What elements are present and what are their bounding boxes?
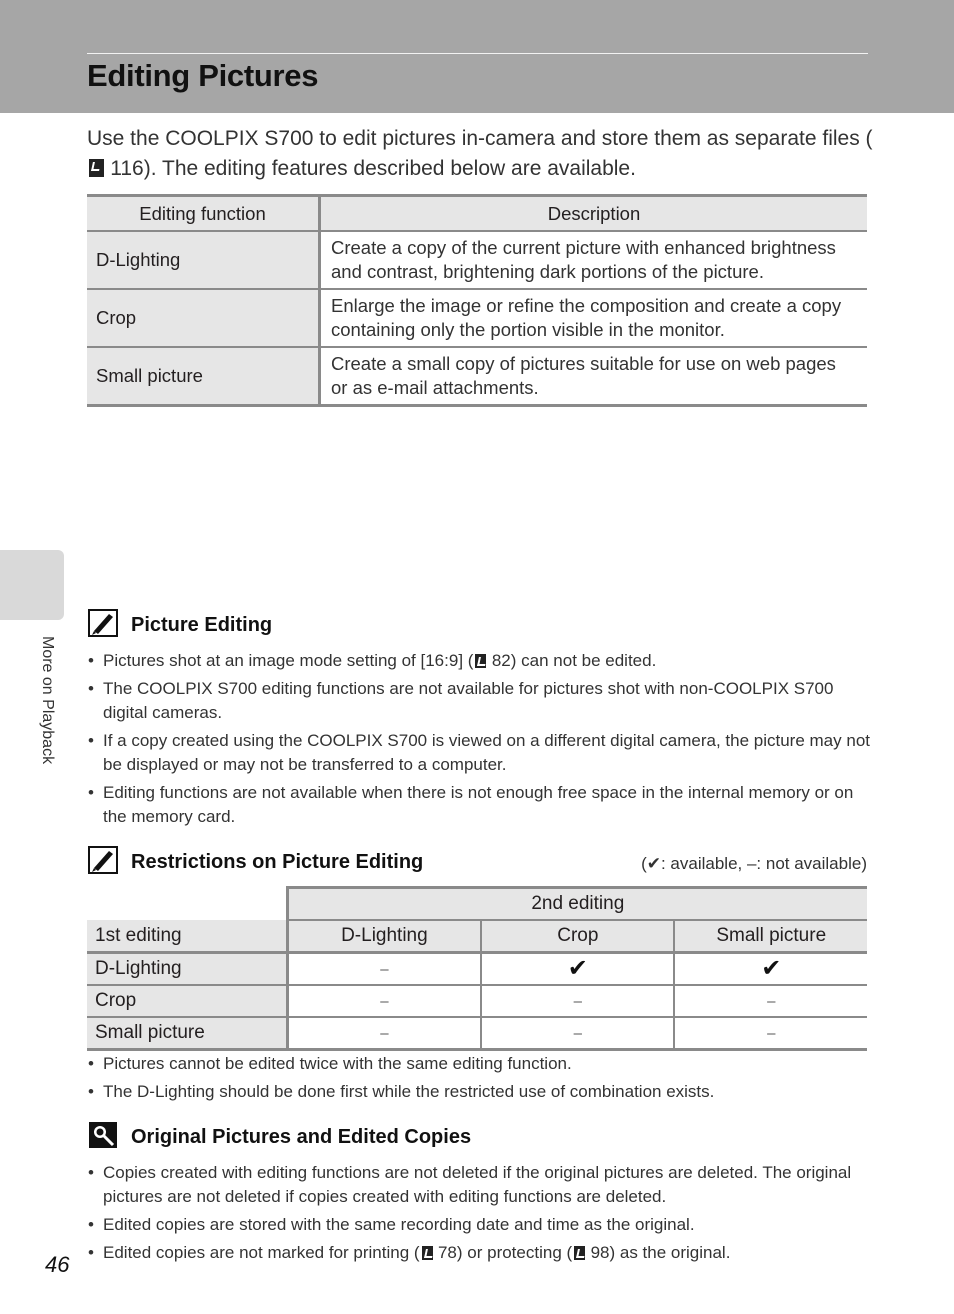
- column-header: Small picture: [674, 920, 867, 953]
- row-header: Crop: [87, 985, 287, 1017]
- table-header-row: [87, 888, 867, 921]
- page-number: 46: [45, 1252, 70, 1277]
- restrictions-list: [87, 1052, 877, 1108]
- intro-text-a: Use the COOLPIX S700 to edit pictures in-camera and store them as separate files (: [87, 127, 873, 150]
- column-header-function: Editing function: [87, 196, 320, 232]
- original-copies-title: Original Pictures and Edited Copies: [131, 1126, 472, 1148]
- section-side-label: More on Playback: [39, 636, 56, 765]
- list-item: • Editing functions are not available when there is not enough free space in the internal memory or on the memory card.: [87, 781, 877, 829]
- list-item: [87, 649, 877, 673]
- table-row: [87, 347, 867, 406]
- header-rule: [87, 53, 868, 54]
- availability-cell: –: [674, 1017, 867, 1050]
- bullet-ref-page: 82: [491, 651, 511, 670]
- section-side-tab[interactable]: [0, 550, 64, 620]
- table-row: [87, 985, 867, 1017]
- list-item: • Edited copies are stored with the same recording date and time as the original.: [87, 1213, 877, 1237]
- page-reference-icon: [422, 1246, 433, 1260]
- header-band: [0, 0, 954, 113]
- availability-cell: ✔: [674, 953, 867, 986]
- function-name: Small picture: [87, 347, 320, 406]
- second-editing-header: 2nd editing: [287, 888, 867, 921]
- list-item: • The COOLPIX S700 editing functions are not available for pictures shot with non-COOLPIX S700 digital cameras.: [87, 677, 877, 725]
- column-header: Crop: [481, 920, 674, 953]
- table-row: [87, 953, 867, 986]
- availability-cell: –: [287, 985, 481, 1017]
- bullet-text-b: ) can not be edited.: [510, 651, 657, 670]
- bullet-text-b: ) or protecting (: [456, 1243, 573, 1262]
- page-reference-icon: [89, 159, 104, 177]
- availability-cell: –: [287, 953, 481, 986]
- intro-ref-page: 116: [110, 157, 144, 180]
- table-row: [87, 231, 867, 289]
- table-row: [87, 1017, 867, 1050]
- magnifier-note-icon: [88, 1121, 118, 1149]
- first-editing-header: 1st editing: [87, 920, 287, 953]
- page-reference-icon: [574, 1246, 585, 1260]
- empty-corner-cell: [87, 888, 287, 921]
- availability-cell: –: [674, 985, 867, 1017]
- function-description: Enlarge the image or refine the composition and create a copy containing only the portion visible in the monitor.: [320, 289, 868, 347]
- note-pencil-icon: [88, 846, 118, 874]
- list-item: • If a copy created using the COOLPIX S700 is viewed on a different digital camera, the picture may not be displayed or may not be transferred to a computer.: [87, 729, 877, 777]
- row-header: Small picture: [87, 1017, 287, 1050]
- picture-editing-list: [87, 649, 877, 833]
- table-header-row: [87, 196, 867, 232]
- column-header: D-Lighting: [287, 920, 481, 953]
- function-name: Crop: [87, 289, 320, 347]
- note-pencil-icon: [88, 609, 118, 637]
- list-item: • The D-Lighting should be done first while the restricted use of combination exists.: [87, 1080, 877, 1104]
- row-header: D-Lighting: [87, 953, 287, 986]
- list-item: • Pictures cannot be edited twice with the same editing function.: [87, 1052, 877, 1076]
- original-copies-list: [87, 1161, 877, 1269]
- bullet-text-a: Edited copies are not marked for printing (: [103, 1243, 420, 1262]
- bullet-ref-page: 98: [590, 1243, 610, 1262]
- intro-text-b: ). The editing features described below are available.: [143, 157, 636, 180]
- list-item: • Copies created with editing functions are not deleted if the original pictures are deleted. The original pictures are not deleted if copies created with editing functions are deleted.: [87, 1161, 877, 1209]
- list-item: [87, 1241, 877, 1265]
- function-name: D-Lighting: [87, 231, 320, 289]
- availability-cell: ✔: [481, 953, 674, 986]
- bullet-text-a: Pictures shot at an image mode setting of [16:9] (: [103, 651, 474, 670]
- restrictions-title: Restrictions on Picture Editing: [131, 851, 424, 873]
- restrictions-table: [87, 886, 867, 1051]
- column-header-description: Description: [320, 196, 868, 232]
- bullet-ref-page: 78: [437, 1243, 457, 1262]
- availability-legend: (✔: available, –: not available): [641, 854, 867, 873]
- table-row: [87, 289, 867, 347]
- availability-cell: –: [481, 1017, 674, 1050]
- picture-editing-title: Picture Editing: [131, 614, 273, 636]
- page-title: Editing Pictures: [87, 58, 319, 93]
- function-description: Create a copy of the current picture with enhanced brightness and contrast, brightening dark portions of the picture.: [320, 231, 868, 289]
- function-description: Create a small copy of pictures suitable for use on web pages or as e-mail attachments.: [320, 347, 868, 406]
- intro-paragraph: [87, 124, 877, 184]
- bullet-text-c: ) as the original.: [609, 1243, 731, 1262]
- availability-cell: –: [481, 985, 674, 1017]
- editing-features-table: [87, 194, 867, 407]
- page-reference-icon: [475, 654, 486, 668]
- table-header-row: [87, 920, 867, 953]
- availability-cell: –: [287, 1017, 481, 1050]
